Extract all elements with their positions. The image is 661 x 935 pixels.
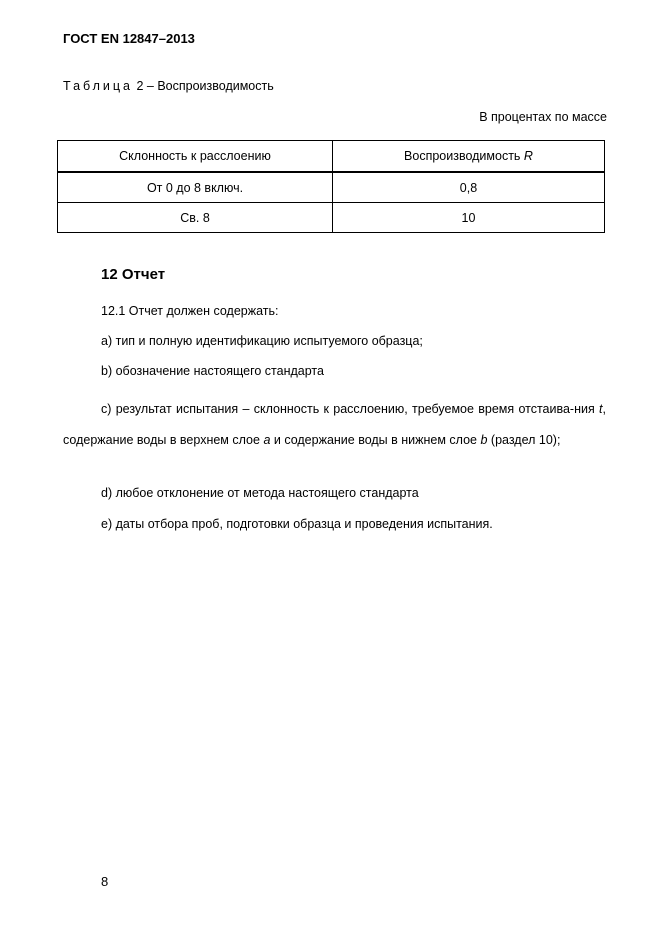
item-c-text-1: c) результат испытания – склонность к расслоению, требуемое время отстаива-ния: [101, 402, 600, 416]
symbol-t: t: [599, 402, 603, 416]
list-item-b: b) обозначение настоящего стандарта: [101, 364, 324, 378]
table-caption: [63, 79, 274, 93]
column-header-reproducibility: [333, 141, 605, 173]
section-intro: 12.1 Отчет должен содержать:: [101, 304, 279, 318]
column-header-symbol: R: [523, 149, 533, 163]
table-cell: Св. 8: [58, 203, 333, 233]
page-number: 8: [101, 874, 109, 889]
table-cell: 0,8: [333, 172, 605, 203]
item-c-text-3: и содержание воды в нижнем слое: [270, 432, 481, 447]
symbol-b: b: [480, 432, 488, 447]
item-c-text-4: (раздел 10);: [487, 432, 561, 447]
table-cell: 10: [333, 203, 605, 233]
table-units-note: В процентах по массе: [479, 110, 607, 124]
list-item-c: [63, 394, 606, 455]
table-header-row: [58, 141, 605, 173]
column-header-separation: Склонность к расслоению: [58, 141, 333, 173]
section-heading: 12 Отчет: [101, 266, 166, 283]
symbol-a: a: [263, 432, 271, 447]
list-item-d: d) любое отклонение от метода настоящего стандарта: [101, 486, 419, 500]
table-row: [58, 203, 605, 233]
item-c-text-2: , содержание воды в верхнем слое: [63, 402, 606, 447]
list-item-a: a) тип и полную идентификацию испытуемого образца;: [101, 334, 423, 348]
reproducibility-table: [57, 140, 605, 233]
table-cell: От 0 до 8 включ.: [58, 172, 333, 203]
document-header: ГОСТ EN 12847–2013: [63, 31, 195, 46]
list-item-e: e) даты отбора проб, подготовки образца и проведения испытания.: [101, 517, 493, 531]
table-caption-label: Таблица: [63, 79, 134, 93]
column-header-reproducibility-text: Воспроизводимость: [404, 149, 524, 163]
table-caption-title: 2 – Воспроизводимость: [133, 79, 274, 93]
table-row: [58, 172, 605, 203]
